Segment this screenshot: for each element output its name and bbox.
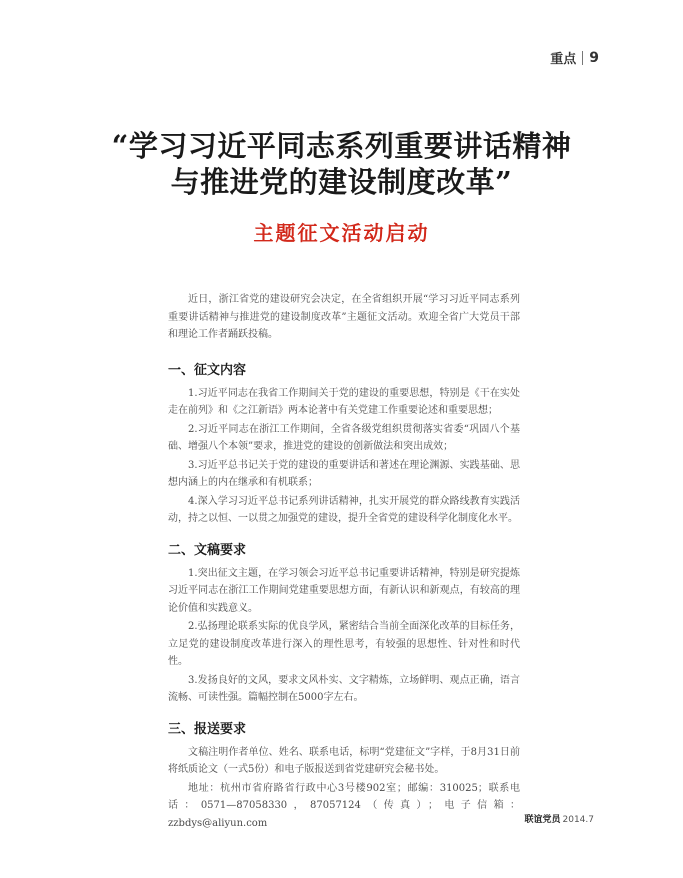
paragraph: 4.深入学习习近平总书记系列讲话精神，扎实开展党的群众路线教育实践活动，持之以恒、一以贯之加强党的建设，提升全省党的建设科学化制度化水平。 [168,495,520,524]
section-content [168,362,520,528]
paragraph: 2.弘扬理论联系实际的优良学风，紧密结合当前全面深化改革的目标任务，立足党的建设制度改革进行深入的理性思考，有较强的思想性、针对性和时代性。 [168,621,520,667]
article-subtitle: 主题征文活动启动 [253,221,430,245]
section-heading: 三、报送要求 [168,721,247,737]
magazine-name: 联谊党员 [524,815,561,825]
section-requirements [168,542,520,707]
section-heading: 二、文稿要求 [168,542,247,558]
article-body [168,291,520,846]
paragraph: 1.习近平同志在我省工作期间关于党的建设的重要思想，特别是《干在实处走在前列》和《之江新语》两本论著中有关党建工作重要论述和重要思想； [168,387,520,416]
paragraph: 3.发扬良好的文风，要求文风朴实、文字精炼，立场鲜明、观点正确，语言流畅、可读性强。篇幅控制在5000字左右。 [168,674,520,703]
section-heading: 一、征文内容 [168,362,247,378]
header-divider [582,51,583,65]
paragraph: 3.习近平总书记关于党的建设的重要讲话和著述在理论渊源、实践基础、思想内涵上的内在继承和有机联系； [168,459,520,488]
page-footer [524,812,594,825]
section-label: 重点 [550,52,577,67]
page-header [550,48,599,67]
paragraph: 地址：杭州市省府路省行政中心3号楼902室；邮编：310025；联系电话：0571—87058330，87057124（传真）；电子信箱：zzbdys@aliyun.com [168,782,520,829]
title-line-2: 与推进党的建设制度改革” [170,165,513,199]
paragraph: 1.突出征文主题，在学习领会习近平总书记重要讲话精神，特别是研究提炼习近平同志在浙江工作期间党建重要思想方面，有新认识和新观点，有较高的理论价值和实践意义。 [168,567,520,614]
section-submission [168,721,520,833]
issue-number: 2014.7 [562,815,594,825]
paragraph: 2.习近平同志在浙江工作期间，全省各级党组织贯彻落实省委“巩固八个基础、增强八个本领”要求，推进党的建设的创新做法和突出成效； [168,423,520,452]
page-number: 9 [589,49,599,66]
article-title [0,128,683,200]
paragraph: 文稿注明作者单位、姓名、联系电话，标明“党建征文”字样，于8月31日前将纸质论文（一式5份）和电子版报送到省党建研究会秘书处。 [168,746,520,775]
title-line-1: “学习习近平同志系列重要讲话精神 [111,129,572,163]
intro-paragraph: 近日，浙江省党的建设研究会决定，在全省组织开展“学习习近平同志系列重要讲话精神与推进党的建设制度改革”主题征文活动。欢迎全省广大党员干部和理论工作者踊跃投稿。 [168,294,520,340]
